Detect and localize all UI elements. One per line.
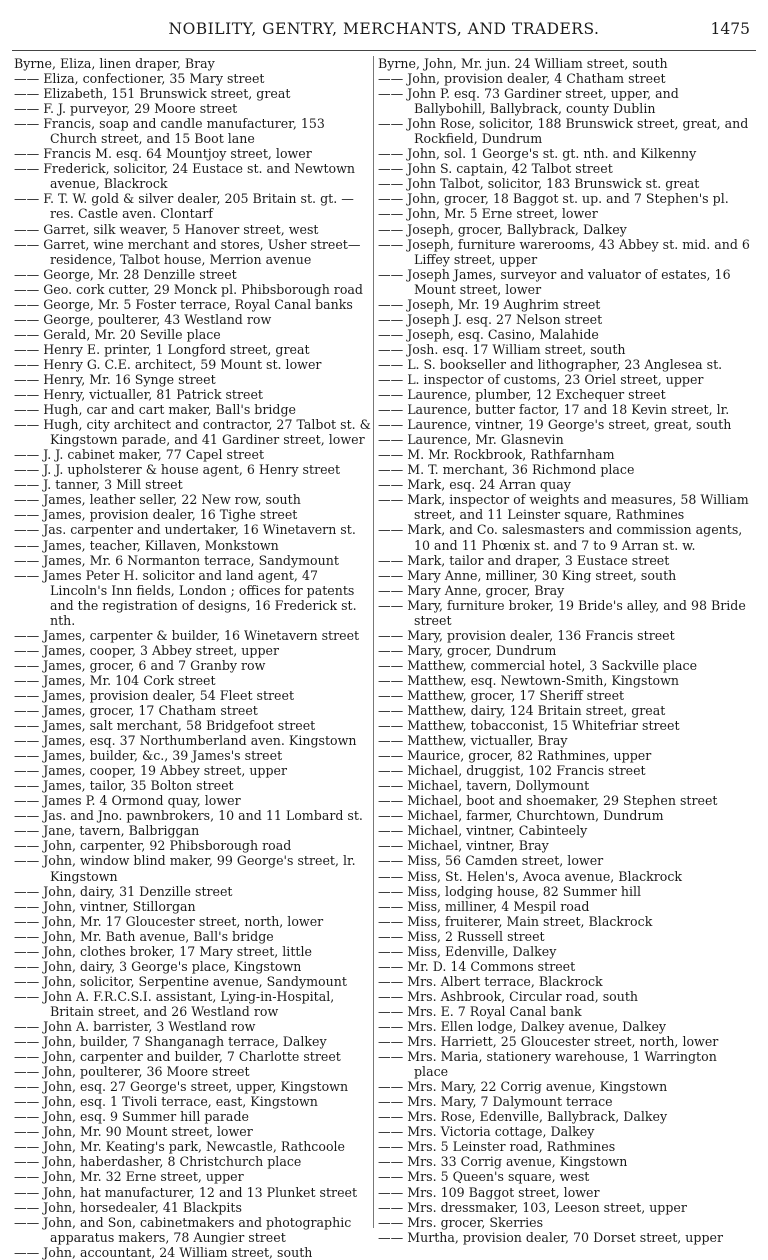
- directory-entry: —— Matthew, grocer, 17 Sheriff street: [378, 687, 625, 703]
- directory-entry: —— George, poulterer, 43 Westland row: [14, 311, 272, 327]
- page-number: 1475: [710, 20, 750, 38]
- directory-entry: —— Miss, Edenville, Dalkey: [378, 943, 557, 959]
- directory-entry: —— John, Mr. 90 Mount street, lower: [14, 1124, 253, 1140]
- directory-entry: —— John, esq. 27 George's street, upper, Kingstown: [14, 1079, 349, 1095]
- directory-entry: —— Joseph, furniture warerooms, 43 Abbey st. mid. and 6 Liffey street, upper: [378, 236, 750, 267]
- directory-entry: —— Josh. esq. 17 William street, south: [378, 341, 626, 357]
- directory-entry: —— James Peter H. solicitor and land agent, 47 Lincoln's Inn fields, London ; offices for patents and the registration of designs, 16 Frederick st. nth.: [14, 567, 357, 628]
- directory-entry: —— John, and Son, cabinetmakers and photographic apparatus makers, 78 Aungier street: [14, 1214, 352, 1245]
- directory-entry: —— James, provision dealer, 54 Fleet street: [14, 687, 295, 703]
- directory-entry: —— Mrs. Mary, 7 Dalymount terrace: [378, 1094, 613, 1110]
- directory-entry: —— George, Mr. 28 Denzille street: [14, 266, 237, 282]
- directory-entry: —— Miss, St. Helen's, Avoca avenue, Blackrock: [378, 868, 683, 884]
- directory-entry: —— James, builder, &c., 39 James's street: [14, 748, 283, 764]
- directory-entry: —— Mary, grocer, Dundrum: [378, 642, 557, 658]
- directory-entry: —— John S. captain, 42 Talbot street: [378, 161, 613, 177]
- directory-entry: —— Miss, 2 Russell street: [378, 928, 545, 944]
- directory-entry: —— Murtha, provision dealer, 70 Dorset street, upper: [378, 1229, 723, 1245]
- directory-entry: —— Henry, victualler, 81 Patrick street: [14, 387, 263, 403]
- directory-entry: —— Jas. carpenter and undertaker, 16 Winetavern st.: [14, 522, 356, 538]
- directory-entry: —— Mrs. dressmaker, 103, Leeson street, upper: [378, 1199, 687, 1215]
- directory-entry: —— Mrs. 33 Corrig avenue, Kingstown: [378, 1154, 628, 1170]
- directory-entry: —— L. S. bookseller and lithographer, 23 Anglesea st.: [378, 356, 723, 372]
- directory-entry: —— Mary, furniture broker, 19 Bride's alley, and 98 Bride street: [378, 597, 746, 628]
- directory-entry: —— Henry E. printer, 1 Longford street, great: [14, 341, 310, 357]
- directory-entry: —— Francis M. esq. 64 Mountjoy street, lower: [14, 146, 312, 162]
- directory-entry: —— James, grocer, 17 Chatham street: [14, 703, 258, 719]
- directory-entry: Byrne, John, Mr. jun. 24 William street, south: [378, 56, 668, 71]
- directory-entry: —— Mrs. Albert terrace, Blackrock: [378, 973, 603, 989]
- directory-entry: —— John, accountant, 24 William street, south: [14, 1244, 313, 1260]
- directory-entry: —— John, dairy, 3 George's place, Kingstown: [14, 958, 302, 974]
- directory-entry: —— Gerald, Mr. 20 Seville place: [14, 326, 221, 342]
- directory-entry: —— Mary, provision dealer, 136 Francis street: [378, 627, 675, 643]
- header-rule: [12, 50, 756, 51]
- directory-entry: —— Laurence, vintner, 19 George's street, great, south: [378, 417, 732, 433]
- directory-entry: —— John A. barrister, 3 Westland row: [14, 1019, 256, 1034]
- directory-entry: —— James, esq. 37 Northumberland aven. Kingstown: [14, 733, 357, 749]
- directory-entry: —— John Talbot, solicitor, 183 Brunswick st. great: [378, 176, 700, 192]
- directory-entry: —— John A. F.R.C.S.I. assistant, Lying-in-Hospital, Britain street, and 26 Westland row: [14, 988, 335, 1019]
- directory-entry: —— Mrs. Maria, stationery warehouse, 1 Warrington place: [378, 1049, 717, 1080]
- directory-entry: —— John, clothes broker, 17 Mary street, little: [14, 943, 312, 959]
- directory-entry: —— Mrs. Mary, 22 Corrig avenue, Kingstown: [378, 1079, 668, 1095]
- directory-entry: —— Mark, esq. 24 Arran quay: [378, 477, 571, 493]
- directory-entry: —— L. inspector of customs, 23 Oriel street, upper: [378, 371, 704, 387]
- directory-entry: —— Garret, wine merchant and stores, Usher street—residence, Talbot house, Merrion avenue: [14, 236, 361, 267]
- directory-entry: —— Henry G. C.E. architect, 59 Mount st. lower: [14, 356, 322, 372]
- directory-entry: —— John Rose, solicitor, 188 Brunswick street, great, and Rockfield, Dundrum: [378, 116, 749, 147]
- directory-entry: Byrne, Eliza, linen draper, Bray: [14, 56, 215, 71]
- directory-entry: —— John P. esq. 73 Gardiner street, upper, and Ballybohill, Ballybrack, county Dublin: [378, 86, 679, 117]
- directory-entry: —— Matthew, esq. Newtown-Smith, Kingstown: [378, 672, 679, 688]
- directory-entry: —— Mrs. 109 Baggot street, lower: [378, 1184, 600, 1200]
- directory-entry: —— Matthew, dairy, 124 Britain street, great: [378, 703, 666, 719]
- directory-entry: —— Frederick, solicitor, 24 Eustace st. and Newtown avenue, Blackrock: [14, 161, 355, 192]
- directory-entry: —— James, tailor, 35 Bolton street: [14, 778, 234, 794]
- directory-entry: —— Laurence, butter factor, 17 and 18 Kevin street, lr.: [378, 402, 730, 418]
- directory-entry: —— Matthew, victualler, Bray: [378, 733, 568, 749]
- directory-entry: —— James, Mr. 104 Cork street: [14, 672, 216, 688]
- directory-entry: —— F. J. purveyor, 29 Moore street: [14, 101, 238, 117]
- directory-entry: —— John, poulterer, 36 Moore street: [14, 1064, 250, 1080]
- directory-entry: —— Mark, and Co. salesmasters and commission agents, 10 and 11 Phœnix st. and 7 to 9 Arran st. w.: [378, 522, 743, 553]
- directory-entry: —— Joseph, grocer, Ballybrack, Dalkey: [378, 221, 627, 237]
- directory-entry: —— James, carpenter & builder, 16 Winetavern street: [14, 627, 360, 643]
- directory-entry: —— J. J. cabinet maker, 77 Capel street: [14, 447, 265, 463]
- directory-entry: —— James, cooper, 3 Abbey street, upper: [14, 642, 280, 658]
- directory-entry: —— James P. 4 Ormond quay, lower: [14, 793, 241, 809]
- directory-entry: —— Henry, Mr. 16 Synge street: [14, 371, 216, 387]
- directory-entry: —— John, grocer, 18 Baggot st. up. and 7 Stephen's pl.: [378, 191, 729, 207]
- directory-entry: —— Mrs. Rose, Edenville, Ballybrack, Dalkey: [378, 1109, 668, 1125]
- directory-entry: —— John, haberdasher, 8 Christchurch place: [14, 1154, 302, 1170]
- directory-entry: —— Francis, soap and candle manufacturer, 153 Church street, and 15 Boot lane: [14, 116, 325, 147]
- directory-entry: —— John, Mr. Bath avenue, Ball's bridge: [14, 928, 274, 944]
- directory-entry: —— Hugh, city architect and contractor, 27 Talbot st. & Kingstown parade, and 41 Gardiner street, lower: [14, 417, 371, 448]
- directory-entry: —— J. J. upholsterer & house agent, 6 Henry street: [14, 462, 341, 478]
- directory-entry: —— John, provision dealer, 4 Chatham street: [378, 71, 666, 87]
- directory-entry: —— Mary Anne, grocer, Bray: [378, 582, 565, 598]
- directory-entry: —— F. T. W. gold & silver dealer, 205 Britain st. gt. —res. Castle aven. Clontarf: [14, 191, 354, 222]
- directory-entry: —— Matthew, commercial hotel, 3 Sackville place: [378, 657, 698, 673]
- column-divider: [373, 56, 374, 1228]
- directory-entry: —— Mark, inspector of weights and measures, 58 William street, and 11 Leinster square, Rathmines: [378, 492, 749, 523]
- directory-entry: —— John, window blind maker, 99 George's street, lr. Kingstown: [14, 853, 356, 884]
- directory-entry: —— John, builder, 7 Shanganagh terrace, Dalkey: [14, 1034, 327, 1050]
- directory-entry: —— James, leather seller, 22 New row, south: [14, 492, 301, 508]
- directory-entry: —— Jane, tavern, Balbriggan: [14, 823, 200, 839]
- directory-entry: —— Mrs. Harriett, 25 Gloucester street, north, lower: [378, 1034, 719, 1050]
- directory-entry: —— Mrs. Ellen lodge, Dalkey avenue, Dalkey: [378, 1019, 667, 1034]
- directory-entry: —— Eliza, confectioner, 35 Mary street: [14, 71, 265, 87]
- directory-entry: —— Mrs. 5 Leinster road, Rathmines: [378, 1139, 616, 1155]
- directory-entry: —— John, esq. 9 Summer hill parade: [14, 1109, 249, 1125]
- directory-entry: —— John, Mr. Keating's park, Newcastle, Rathcoole: [14, 1139, 346, 1155]
- directory-entry: —— John, carpenter and builder, 7 Charlotte street: [14, 1049, 341, 1065]
- directory-entry: —— John, Mr. 17 Gloucester street, north, lower: [14, 913, 324, 929]
- directory-entry: —— John, horsedealer, 41 Blackpits: [14, 1199, 242, 1215]
- directory-entry: —— John, Mr. 32 Erne street, upper: [14, 1169, 244, 1185]
- directory-entry: —— Michael, vintner, Cabinteely: [378, 823, 588, 839]
- running-title: NOBILITY, GENTRY, MERCHANTS, AND TRADERS.: [168, 20, 600, 38]
- directory-entry: —— James, provision dealer, 16 Tighe street: [14, 507, 298, 523]
- directory-entry: —— Maurice, grocer, 82 Rathmines, upper: [378, 748, 652, 764]
- directory-entry: —— Joseph, esq. Casino, Malahide: [378, 326, 599, 342]
- directory-entry: —— Mark, tailor and draper, 3 Eustace street: [378, 552, 670, 568]
- directory-entry: —— Mrs. grocer, Skerries: [378, 1214, 544, 1230]
- directory-entry: —— James, grocer, 6 and 7 Granby row: [14, 657, 266, 673]
- directory-entry: —— M. T. merchant, 36 Richmond place: [378, 462, 635, 478]
- directory-entry: —— John, sol. 1 George's st. gt. nth. and Kilkenny: [378, 146, 697, 162]
- directory-entry: —— Miss, 56 Camden street, lower: [378, 853, 604, 869]
- directory-entry: —— Laurence, Mr. Glasnevin: [378, 432, 564, 448]
- left-column: [14, 56, 372, 1260]
- page-header: [0, 18, 768, 42]
- directory-entry: —— Mrs. 5 Queen's square, west: [378, 1169, 590, 1185]
- directory-entry: —— Mrs. Victoria cottage, Dalkey: [378, 1124, 595, 1140]
- directory-entry: —— J. tanner, 3 Mill street: [14, 477, 183, 493]
- directory-entry: —— M. Mr. Rockbrook, Rathfarnham: [378, 447, 615, 463]
- directory-entry: —— Hugh, car and cart maker, Ball's bridge: [14, 402, 296, 418]
- directory-entry: —— Jas. and Jno. pawnbrokers, 10 and 11 Lombard st.: [14, 808, 363, 824]
- directory-entry: —— John, hat manufacturer, 12 and 13 Plunket street: [14, 1184, 358, 1200]
- directory-entry: —— John, esq. 1 Tivoli terrace, east, Kingstown: [14, 1094, 318, 1110]
- directory-entry: —— Mrs. Ashbrook, Circular road, south: [378, 988, 639, 1004]
- directory-entry: —— John, carpenter, 92 Phibsborough road: [14, 838, 292, 854]
- directory-entry: —— John, vintner, Stillorgan: [14, 898, 196, 914]
- right-column: [378, 56, 754, 1252]
- directory-entry: —— Laurence, plumber, 12 Exchequer street: [378, 387, 666, 403]
- directory-entry: —— Matthew, tobacconist, 15 Whitefriar street: [378, 718, 680, 734]
- directory-entry: —— Michael, druggist, 102 Francis street: [378, 763, 646, 779]
- directory-entry: —— Miss, milliner, 4 Mespil road: [378, 898, 590, 914]
- directory-entry: —— Miss, lodging house, 82 Summer hill: [378, 883, 642, 899]
- directory-entry: —— Michael, boot and shoemaker, 29 Stephen street: [378, 793, 718, 809]
- directory-entry: —— Elizabeth, 151 Brunswick street, great: [14, 86, 291, 102]
- directory-entry: —— Joseph, Mr. 19 Aughrim street: [378, 296, 601, 312]
- directory-entry: —— Michael, vintner, Bray: [378, 838, 549, 854]
- directory-entry: —— Miss, fruiterer, Main street, Blackrock: [378, 913, 653, 929]
- directory-entry: —— Michael, farmer, Churchtown, Dundrum: [378, 808, 664, 824]
- directory-entry: —— Joseph J. esq. 27 Nelson street: [378, 311, 603, 327]
- directory-entry: —— John, Mr. 5 Erne street, lower: [378, 206, 598, 222]
- directory-entry: —— James, teacher, Killaven, Monkstown: [14, 537, 279, 553]
- directory-entry: —— John, solicitor, Serpentine avenue, Sandymount: [14, 973, 347, 989]
- directory-entry: —— Mary Anne, milliner, 30 King street, south: [378, 567, 677, 583]
- directory-entry: —— James, Mr. 6 Normanton terrace, Sandymount: [14, 552, 339, 568]
- directory-entry: —— Geo. cork cutter, 29 Monck pl. Phibsborough road: [14, 281, 363, 297]
- directory-entry: —— Joseph James, surveyor and valuator of estates, 16 Mount street, lower: [378, 266, 731, 297]
- directory-entry: —— Mr. D. 14 Commons street: [378, 958, 576, 974]
- directory-entry: —— James, salt merchant, 58 Bridgefoot street: [14, 718, 316, 734]
- directory-entry: —— Michael, tavern, Dollymount: [378, 778, 590, 794]
- directory-entry: —— James, cooper, 19 Abbey street, upper: [14, 763, 288, 779]
- directory-entry: —— George, Mr. 5 Foster terrace, Royal Canal banks: [14, 296, 353, 312]
- directory-entry: —— Mrs. E. 7 Royal Canal bank: [378, 1003, 582, 1019]
- directory-entry: —— John, dairy, 31 Denzille street: [14, 883, 233, 899]
- directory-entry: —— Garret, silk weaver, 5 Hanover street, west: [14, 221, 319, 237]
